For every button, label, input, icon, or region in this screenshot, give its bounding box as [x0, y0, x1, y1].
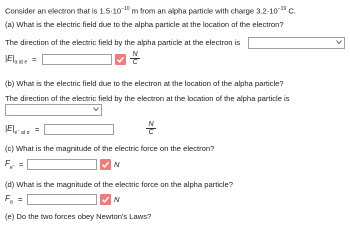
part-d-question: (d) What is the magnitude of the electric force on the alpha particle? — [5, 180, 233, 189]
part-a-equals: = — [32, 55, 37, 64]
part-a-status-check — [115, 54, 126, 65]
intro-part-b: m from an alpha particle with charge 3.2·10 — [129, 6, 278, 16]
intro-part-a: Consider an electron that is 1.5·10 — [5, 6, 122, 16]
part-c-lhs-label: F — [5, 159, 10, 168]
part-a-direction-prompt: The direction of the electric field by the alpha particle at the electron is — [5, 38, 241, 47]
part-b-unit-den: C — [148, 129, 154, 136]
part-c-force-input[interactable] — [27, 159, 97, 170]
part-e-question: (e) Do the two forces obey Newton's Laws? — [5, 212, 152, 221]
part-b-field-input[interactable] — [44, 124, 114, 135]
check-icon — [116, 55, 125, 64]
part-c-lhs-sub: e — [9, 164, 13, 171]
chevron-down-icon — [93, 106, 99, 112]
part-d-equals: = — [18, 195, 23, 204]
part-a-direction-select[interactable] — [248, 37, 345, 49]
part-d-lhs-label: F — [5, 194, 10, 203]
part-b-direction-prompt: The direction of the electric field by the electron at the location of the alpha particle is — [5, 94, 290, 103]
part-b-direction-select[interactable] — [5, 104, 102, 116]
part-c-unit: N — [114, 160, 120, 169]
part-a-lhs-sub: α at e — [14, 59, 28, 66]
part-a-question: (a) What is the electric field due to the alpha particle at the location of the electron? — [5, 20, 284, 29]
part-c-question: (c) What is the magnitude of the electric force on the electron? — [5, 144, 215, 153]
part-b-unit-num: N — [148, 121, 154, 128]
part-b-unit — [146, 121, 156, 136]
chevron-down-icon — [336, 39, 342, 45]
intro-text — [5, 4, 296, 17]
part-c-lhs — [5, 159, 15, 171]
intro-part-c: C. — [286, 6, 296, 16]
part-b-lhs — [5, 124, 29, 136]
part-a-unit — [130, 51, 140, 66]
part-d-lhs — [5, 194, 13, 206]
part-d-force-input[interactable] — [27, 194, 97, 205]
part-b-lhs-sub-sup: − — [17, 126, 20, 132]
part-a-unit-den: C — [132, 59, 138, 66]
check-icon — [101, 160, 110, 169]
part-d-unit: N — [114, 195, 120, 204]
part-a-unit-num: N — [132, 51, 138, 58]
part-d-status-check — [100, 194, 111, 205]
part-b-equals: = — [35, 125, 40, 134]
part-a-field-input[interactable] — [42, 54, 112, 65]
part-a-lhs — [5, 54, 27, 66]
part-a-lhs-label: |E| — [5, 54, 15, 63]
part-d-lhs-sub: α — [9, 199, 13, 206]
check-icon — [101, 195, 110, 204]
part-b-lhs-label: |E| — [5, 124, 15, 133]
part-c-equals: = — [19, 160, 24, 169]
part-c-status-check — [100, 159, 111, 170]
intro-exp-b: −19 — [277, 6, 287, 12]
part-c-lhs-sup: − — [12, 161, 16, 167]
part-b-lhs-sub-e: e — [14, 129, 18, 136]
part-b-lhs-sub-rest: at α — [19, 129, 30, 136]
part-b-question: (b) What is the electric field due to the electron at the location of the alpha particle? — [5, 79, 284, 88]
intro-exp-a: −10 — [121, 6, 130, 12]
